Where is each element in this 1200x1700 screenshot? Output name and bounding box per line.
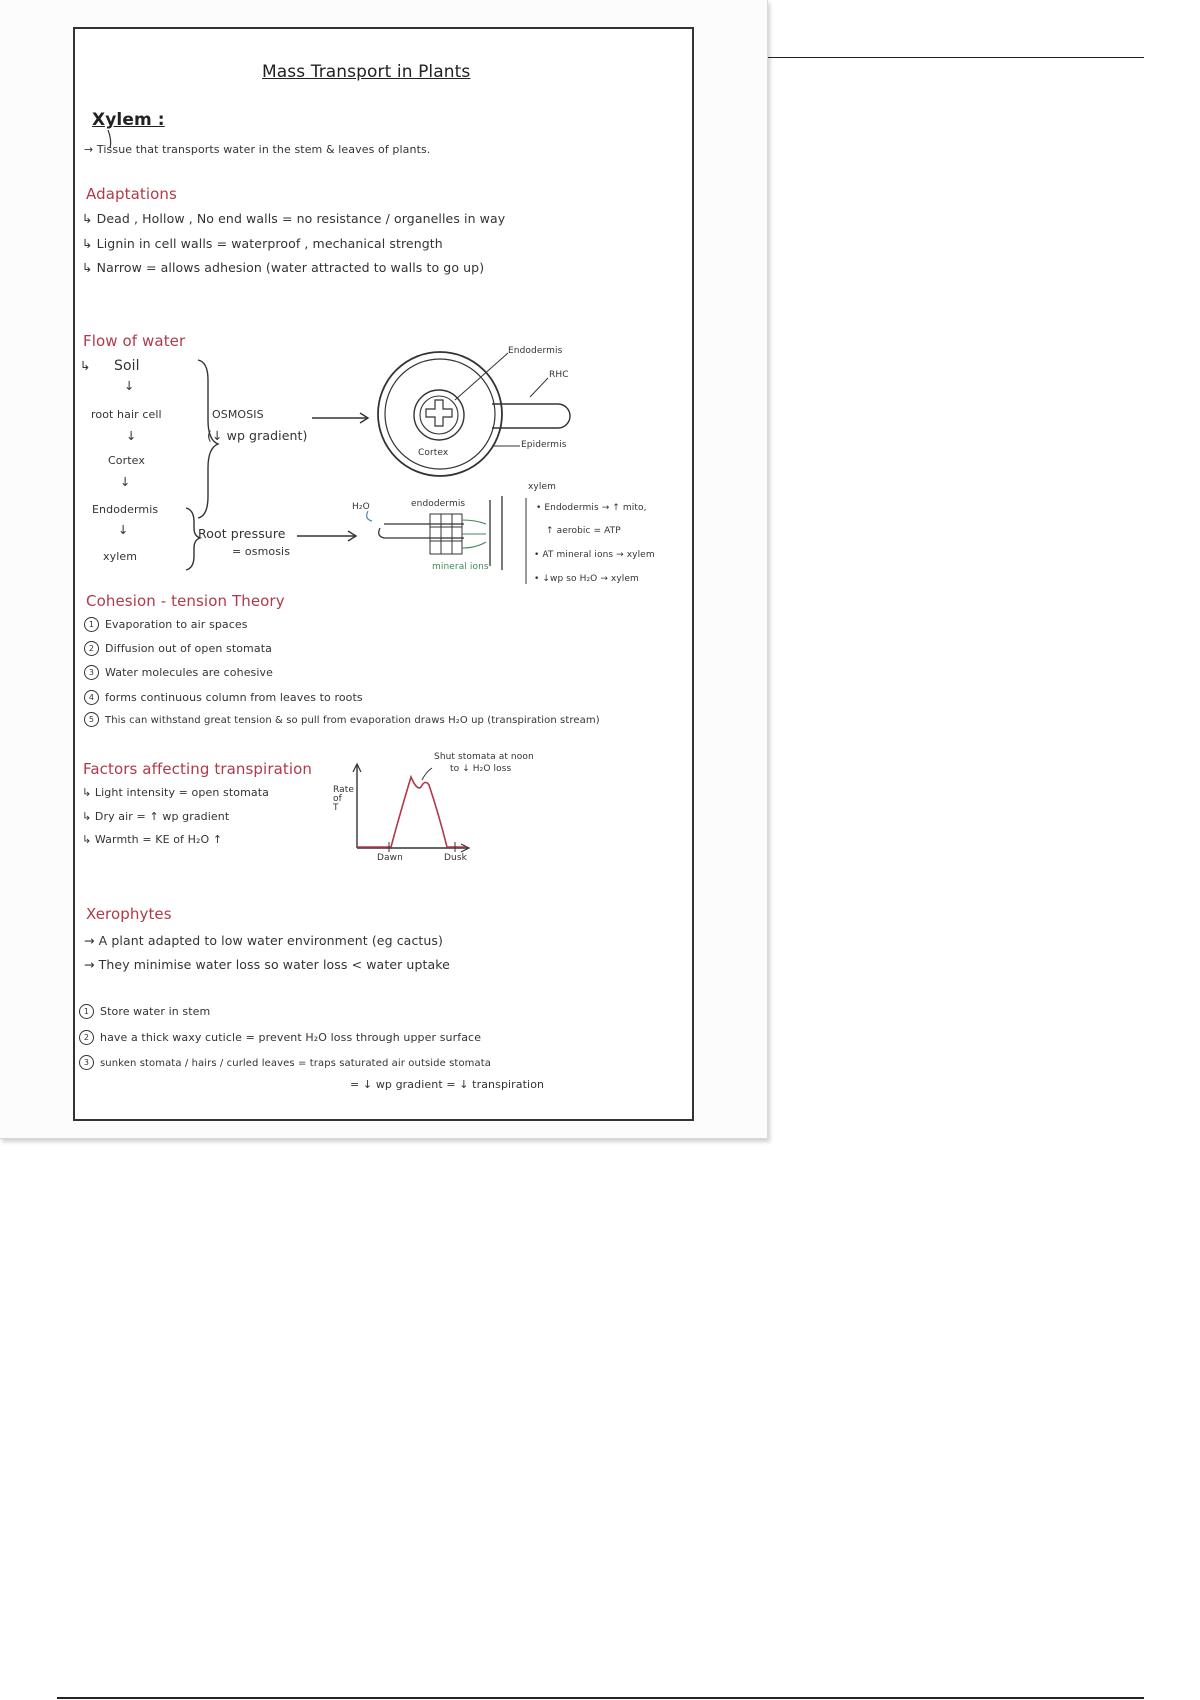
item-text: sunken stomata / hairs / curled leaves = traps saturated air outside stomata	[100, 1058, 491, 1069]
flow-step-xylem: xylem	[103, 550, 138, 563]
gradient-label: (↓ wp gradient)	[207, 428, 308, 443]
root-pressure-brace	[186, 508, 200, 570]
step-number: 2	[84, 641, 99, 656]
header-rule	[768, 57, 1144, 58]
flow-arrow: ↓	[126, 428, 137, 443]
xerophytes-line: → A plant adapted to low water environment (eg cactus)	[84, 933, 444, 948]
endodermis-cells	[430, 514, 462, 554]
xerophytes-heading: Xerophytes	[86, 905, 172, 923]
xerophyte-continuation: = ↓ wp gradient = ↓ transpiration	[350, 1078, 545, 1091]
flow-heading: Flow of water	[83, 332, 186, 350]
leader-line	[455, 353, 508, 400]
root-cortex-circle	[385, 359, 495, 469]
flow-step-root-hair-cell: root hair cell	[91, 408, 162, 421]
leader-line	[530, 378, 548, 397]
step-text: Evaporation to air spaces	[105, 618, 248, 631]
annotation-pointer	[422, 768, 432, 780]
label-rhc: RHC	[549, 370, 569, 380]
step-number: 4	[84, 690, 99, 705]
graph-annotation: Shut stomata at noon	[434, 752, 534, 762]
factor-item: ↳ Warmth = KE of H₂O ↑	[82, 833, 223, 846]
xylem-definition: → Tissue that transports water in the stem & leaves of plants.	[84, 143, 431, 156]
step-number: 3	[84, 665, 99, 680]
label-xylem-small: xylem	[528, 482, 556, 492]
flow-note: • ↓wp so H₂O → xylem	[534, 574, 639, 584]
osmosis-label: OSMOSIS	[212, 408, 264, 421]
item-number: 3	[79, 1055, 94, 1070]
graph-annotation: to ↓ H₂O loss	[450, 764, 512, 774]
page-title: Mass Transport in Plants	[262, 62, 471, 82]
transpiration-curve	[357, 777, 467, 847]
flow-step-cortex: Cortex	[108, 454, 145, 467]
flow-note: • AT mineral ions → xylem	[534, 550, 655, 560]
root-pressure-cause: = osmosis	[232, 545, 291, 558]
item-number: 2	[79, 1030, 94, 1045]
xylem-cross	[426, 400, 452, 426]
item-text: have a thick waxy cuticle = prevent H₂O loss through upper surface	[100, 1031, 482, 1044]
mineral-ion-path	[462, 520, 486, 548]
label-endodermis-small: endodermis	[411, 499, 466, 509]
label-cortex: Cortex	[418, 448, 449, 458]
flow-note: ↑ aerobic = ATP	[546, 526, 621, 536]
endodermis-circle	[414, 390, 464, 440]
adaptation-item: ↳ Lignin in cell walls = waterproof , mechanical strength	[82, 236, 443, 251]
scanned-page	[0, 0, 768, 1139]
label-endodermis: Endodermis	[508, 346, 563, 356]
adaptations-heading: Adaptations	[86, 185, 177, 203]
flow-arrow: ↓	[120, 474, 131, 489]
label-mineral-ions: mineral ions	[432, 562, 489, 572]
root-pressure-label: Root pressure	[198, 526, 286, 541]
xerophytes-line: → They minimise water loss so water loss < water uptake	[84, 957, 450, 972]
step-number: 1	[84, 617, 99, 632]
root-hair-cell	[492, 404, 570, 428]
xylem-flourish	[108, 130, 111, 148]
factor-item: ↳ Dry air = ↑ wp gradient	[82, 810, 230, 823]
cohesion-heading: Cohesion - tension Theory	[86, 592, 285, 610]
item-text: Store water in stem	[100, 1005, 211, 1018]
flow-step-soil: Soil	[114, 358, 140, 374]
step-number: 5	[84, 712, 99, 727]
water-arrow	[367, 511, 372, 521]
step-text: Water molecules are cohesive	[105, 666, 274, 679]
item-number: 1	[79, 1004, 94, 1019]
label-h2o: H₂O	[352, 502, 370, 512]
flow-arrow: ↓	[124, 378, 135, 393]
flow-step-endodermis: Endodermis	[92, 503, 159, 516]
root-epidermis-circle	[378, 352, 502, 476]
hand-drawn-diagrams	[0, 0, 767, 1138]
step-text: This can withstand great tension & so pull from evaporation draws H₂O up (transpiration stream)	[105, 715, 600, 726]
osmosis-brace	[198, 360, 218, 518]
flow-arrow: ↓	[118, 522, 129, 537]
factors-heading: Factors affecting transpiration	[83, 760, 313, 778]
root-hair-detail	[379, 528, 464, 538]
adaptation-item: ↳ Narrow = allows adhesion (water attracted to walls to go up)	[82, 260, 485, 275]
flow-note: • Endodermis → ↑ mito,	[536, 503, 647, 513]
step-text: forms continuous column from leaves to roots	[105, 691, 363, 704]
xylem-heading: Xylem :	[92, 110, 165, 130]
graph-x-tick: Dawn	[377, 853, 403, 863]
step-text: Diffusion out of open stomata	[105, 642, 272, 655]
flow-bullet: ↳	[80, 358, 91, 373]
graph-y-label: Rate of T	[333, 785, 355, 813]
footer-rule	[57, 1697, 1144, 1699]
factor-item: ↳ Light intensity = open stomata	[82, 786, 269, 799]
label-epidermis: Epidermis	[521, 440, 567, 450]
adaptation-item: ↳ Dead , Hollow , No end walls = no resistance / organelles in way	[82, 211, 506, 226]
graph-x-tick: Dusk	[444, 853, 467, 863]
